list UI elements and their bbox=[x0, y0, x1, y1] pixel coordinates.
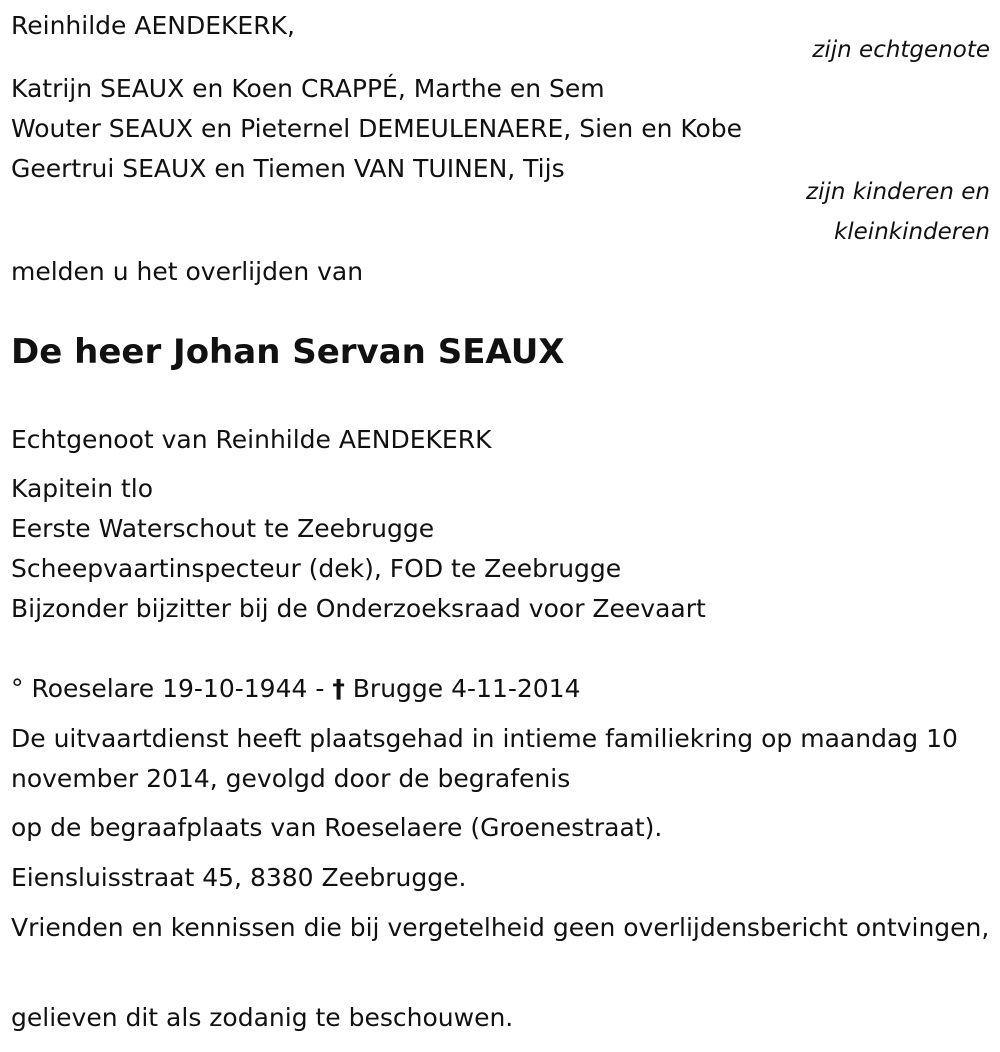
deceased-name: De heer Johan Servan SEAUX bbox=[11, 332, 565, 372]
children-section bbox=[11, 69, 990, 189]
death-text: Brugge 4-11-2014 bbox=[352, 674, 581, 703]
children-role-line1: zijn kinderen en bbox=[806, 179, 990, 205]
funeral-para-2 bbox=[11, 808, 990, 848]
funeral-paragraph: op de begraafplaats van Roeselaere (Groenestraat). bbox=[11, 813, 663, 842]
dates-section bbox=[11, 669, 990, 709]
child-line: Katrijn SEAUX en Koen CRAPPÉ, Marthe en Sem bbox=[11, 74, 605, 103]
spouse-name: Reinhilde AENDEKERK, bbox=[11, 11, 295, 40]
address-section bbox=[11, 858, 990, 898]
address-line: Eiensluisstraat 45, 8380 Zeebrugge. bbox=[11, 863, 467, 892]
cross-icon: † bbox=[332, 674, 345, 703]
title-line: Eerste Waterschout te Zeebrugge bbox=[11, 514, 435, 543]
dates-line bbox=[11, 669, 990, 709]
child-line: Geertrui SEAUX en Tiemen VAN TUINEN, Tijs bbox=[11, 154, 565, 183]
titles-section bbox=[11, 469, 990, 629]
funeral-paragraph: gelieven dit als zodanig te beschouwen. bbox=[11, 1003, 514, 1032]
funeral-para-4 bbox=[11, 908, 990, 948]
spouse-role: zijn echtgenote bbox=[812, 37, 990, 63]
spouse-of-section bbox=[11, 420, 990, 460]
title-line: Scheepvaartinspecteur (dek), FOD te Zeebrugge bbox=[11, 554, 622, 583]
announcement-text: melden u het overlijden van bbox=[11, 257, 364, 286]
announcement-section bbox=[11, 252, 990, 292]
funeral-paragraph: Vrienden en kennissen die bij vergetelheid geen overlijdensbericht ontvingen, bbox=[11, 913, 990, 942]
title-line: Kapitein tlo bbox=[11, 474, 154, 503]
child-line: Wouter SEAUX en Pieternel DEMEULENAERE, Sien en Kobe bbox=[11, 114, 743, 143]
birth-text: ° Roeselare 19-10-1944 - bbox=[11, 674, 325, 703]
spouse-of-line: Echtgenoot van Reinhilde AENDEKERK bbox=[11, 425, 492, 454]
funeral-paragraph: De uitvaartdienst heeft plaatsgehad in intieme familiekring op maandag 10 november 2014, gevolgd door de begrafenis bbox=[11, 724, 958, 793]
children-role-line2: kleinkinderen bbox=[833, 219, 990, 245]
funeral-para-5 bbox=[11, 998, 990, 1038]
funeral-para-1 bbox=[11, 719, 990, 799]
title-line: Bijzonder bijzitter bij de Onderzoeksraad voor Zeevaart bbox=[11, 594, 706, 623]
